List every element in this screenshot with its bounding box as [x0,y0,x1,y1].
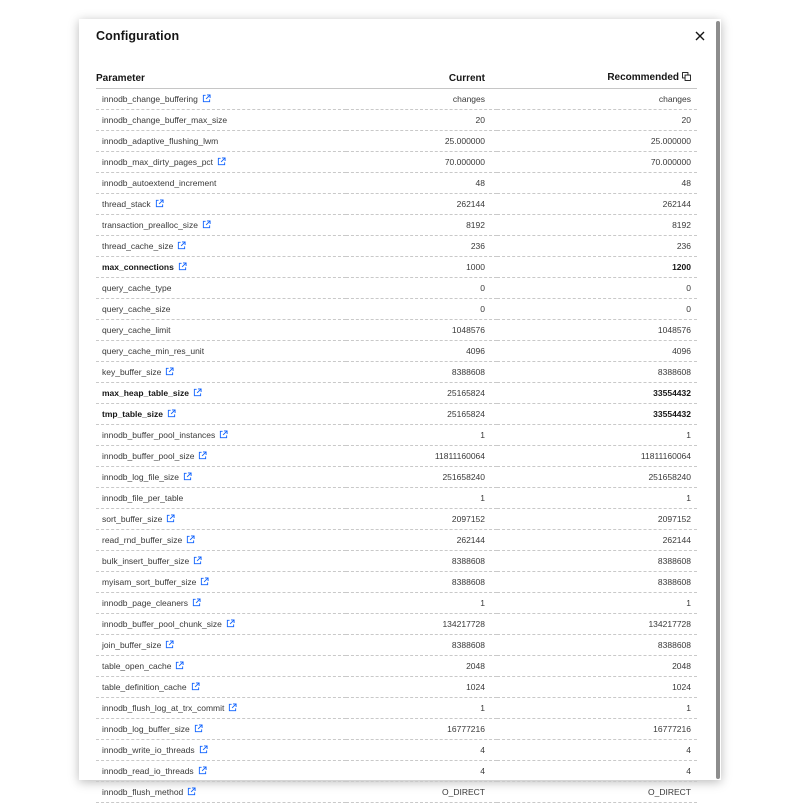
recommended-value: 1048576 [497,320,697,341]
table-row [96,740,697,761]
parameter-cell [96,299,346,320]
current-value: 16777216 [346,719,497,740]
external-link-icon[interactable] [192,598,201,609]
parameter-cell [96,446,346,467]
current-value: 70.000000 [346,152,497,173]
parameter-name: table_definition_cache [102,681,187,692]
recommended-value: 1024 [497,677,697,698]
external-link-icon[interactable] [166,514,175,525]
scrollbar[interactable] [716,21,720,779]
parameter-name: innodb_buffer_pool_size [102,450,195,461]
modal-title: Configuration [96,29,180,43]
parameter-cell [96,677,346,698]
table-row [96,446,697,467]
current-value: 25165824 [346,404,497,425]
parameter-name: innodb_autoextend_increment [102,178,217,188]
parameter-cell [96,761,346,782]
current-value: 1048576 [346,320,497,341]
close-button[interactable] [691,27,709,45]
table-row [96,278,697,299]
current-value: 8388608 [346,551,497,572]
external-link-icon[interactable] [165,640,174,651]
parameter-cell [96,131,346,152]
parameter-name: innodb_write_io_threads [102,744,195,755]
external-link-icon[interactable] [198,451,207,462]
parameter-name: query_cache_type [102,283,172,293]
table-row [96,614,697,635]
current-value: 8388608 [346,362,497,383]
table-row [96,530,697,551]
current-value: 48 [346,173,497,194]
header-recommended-label: Recommended [607,72,679,83]
parameter-name: max_heap_table_size [102,387,189,398]
recommended-value: 25.000000 [497,131,697,152]
table-row [96,509,697,530]
current-value: 1 [346,593,497,614]
current-value: 236 [346,236,497,257]
recommended-value: 20 [497,110,697,131]
table-row [96,572,697,593]
recommended-value: 1 [497,698,697,719]
parameter-cell [96,383,346,404]
external-link-icon[interactable] [175,661,184,672]
recommended-value: 4 [497,740,697,761]
table-row [96,761,697,782]
parameter-cell [96,257,346,278]
parameter-name: innodb_flush_log_at_trx_commit [102,702,225,713]
recommended-value: 33554432 [497,383,697,404]
recommended-value: 8388608 [497,635,697,656]
current-value: 262144 [346,194,497,215]
current-value: 4 [346,761,497,782]
current-value: 1000 [346,257,497,278]
parameter-name: query_cache_limit [102,325,171,335]
parameter-name: key_buffer_size [102,366,162,377]
modal-header [79,19,721,59]
external-link-icon[interactable] [217,157,226,168]
parameter-cell [96,236,346,257]
table-row [96,404,697,425]
current-value: 262144 [346,530,497,551]
current-value: 2097152 [346,509,497,530]
table-row [96,677,697,698]
recommended-value: 2097152 [497,509,697,530]
table-row [96,194,697,215]
parameter-cell [96,719,346,740]
external-link-icon[interactable] [194,724,203,735]
table-row [96,635,697,656]
parameter-name: myisam_sort_buffer_size [102,576,197,587]
table-row [96,236,697,257]
parameter-cell [96,110,346,131]
recommended-value: 262144 [497,530,697,551]
current-value: 4 [346,740,497,761]
parameter-name: innodb_change_buffer_max_size [102,115,228,125]
parameter-name: innodb_buffer_pool_chunk_size [102,618,222,629]
parameter-cell [96,425,346,446]
recommended-value: 236 [497,236,697,257]
table-row [96,320,697,341]
table-row [96,173,697,194]
external-link-icon[interactable] [219,430,228,441]
recommended-value: 1 [497,425,697,446]
parameter-name: innodb_log_buffer_size [102,723,190,734]
table-row [96,257,697,278]
recommended-value: 8388608 [497,551,697,572]
external-link-icon[interactable] [167,409,176,420]
parameter-cell [96,194,346,215]
recommended-value: 1 [497,488,697,509]
current-value: 20 [346,110,497,131]
parameter-name: sort_buffer_size [102,513,163,524]
table-row [96,782,697,803]
table-row [96,425,697,446]
external-link-icon[interactable] [178,262,187,273]
table-row [96,551,697,572]
parameter-name: query_cache_size [102,304,171,314]
parameter-cell [96,551,346,572]
recommended-value: 1 [497,593,697,614]
configuration-table-container [96,68,697,803]
parameter-name: bulk_insert_buffer_size [102,555,190,566]
recommended-value: 70.000000 [497,152,697,173]
current-value: 11811160064 [346,446,497,467]
parameter-name: innodb_page_cleaners [102,597,189,608]
current-value: 0 [346,299,497,320]
table-row [96,215,697,236]
copy-icon[interactable] [682,72,691,84]
parameter-name: innodb_max_dirty_pages_pct [102,156,214,167]
current-value: 1 [346,698,497,719]
table-row [96,488,697,509]
recommended-value: 48 [497,173,697,194]
recommended-value: 8388608 [497,362,697,383]
table-row [96,593,697,614]
current-value: 1024 [346,677,497,698]
external-link-icon[interactable] [202,220,211,231]
parameter-name: table_open_cache [102,660,172,671]
parameter-cell [96,362,346,383]
current-value: 0 [346,278,497,299]
parameter-cell [96,572,346,593]
external-link-icon[interactable] [155,199,164,210]
parameter-cell [96,698,346,719]
recommended-value: 2048 [497,656,697,677]
parameter-cell [96,740,346,761]
parameter-cell [96,782,346,803]
parameter-name: thread_stack [102,198,151,209]
parameter-cell [96,320,346,341]
parameter-cell [96,152,346,173]
external-link-icon[interactable] [177,241,186,252]
recommended-value: 33554432 [497,404,697,425]
recommended-value: 4 [497,761,697,782]
header-recommended [497,68,697,89]
table-row [96,110,697,131]
recommended-value: 8388608 [497,572,697,593]
close-icon [695,31,705,41]
external-link-icon[interactable] [228,703,237,714]
external-link-icon[interactable] [165,367,174,378]
parameter-cell [96,593,346,614]
external-link-icon[interactable] [200,577,209,588]
parameter-name: read_rnd_buffer_size [102,534,183,545]
parameter-name: innodb_flush_method [102,786,184,797]
external-link-icon[interactable] [183,472,192,483]
parameter-cell [96,488,346,509]
parameter-cell [96,173,346,194]
recommended-value: 8192 [497,215,697,236]
table-row [96,656,697,677]
current-value: 251658240 [346,467,497,488]
parameter-name: transaction_prealloc_size [102,219,198,230]
table-row [96,362,697,383]
parameter-cell [96,341,346,362]
parameter-cell [96,404,346,425]
external-link-icon[interactable] [199,745,208,756]
recommended-value: 251658240 [497,467,697,488]
recommended-value: 134217728 [497,614,697,635]
header-current: Current [346,68,497,89]
recommended-value: 16777216 [497,719,697,740]
header-parameter: Parameter [96,68,346,89]
parameter-cell [96,215,346,236]
recommended-value: 262144 [497,194,697,215]
external-link-icon[interactable] [191,682,200,693]
parameter-name: innodb_read_io_threads [102,765,194,776]
parameter-cell [96,467,346,488]
recommended-value: 1200 [497,257,697,278]
table-row [96,152,697,173]
table-row [96,383,697,404]
parameter-name: innodb_change_buffering [102,93,198,104]
parameter-name: join_buffer_size [102,639,162,650]
parameter-name: tmp_table_size [102,408,163,419]
external-link-icon[interactable] [226,619,235,630]
table-row [96,467,697,488]
table-row [96,341,697,362]
external-link-icon[interactable] [198,766,207,777]
external-link-icon[interactable] [202,94,211,105]
parameter-cell [96,656,346,677]
recommended-value: O_DIRECT [497,782,697,803]
parameter-cell [96,530,346,551]
parameter-name: innodb_file_per_table [102,493,184,503]
parameter-name: max_connections [102,261,174,272]
parameter-name: innodb_adaptive_flushing_lwm [102,136,219,146]
parameter-name: innodb_log_file_size [102,471,180,482]
configuration-modal [79,19,721,797]
parameter-cell [96,509,346,530]
table-row [96,698,697,719]
current-value: 1 [346,488,497,509]
current-value: 25165824 [346,383,497,404]
external-link-icon[interactable] [193,388,202,399]
parameter-cell [96,278,346,299]
current-value: 8388608 [346,572,497,593]
external-link-icon[interactable] [186,535,195,546]
table-row [96,89,697,110]
current-value: 1 [346,425,497,446]
external-link-icon[interactable] [187,787,196,798]
current-value: 8192 [346,215,497,236]
current-value: 134217728 [346,614,497,635]
current-value: 4096 [346,341,497,362]
current-value: O_DIRECT [346,782,497,803]
recommended-value: 11811160064 [497,446,697,467]
external-link-icon[interactable] [193,556,202,567]
table-header-row [96,68,697,89]
table-row [96,299,697,320]
recommended-value: 0 [497,278,697,299]
parameter-cell [96,89,346,110]
table-row [96,719,697,740]
recommended-value: 4096 [497,341,697,362]
configuration-table [96,68,697,803]
current-value: 2048 [346,656,497,677]
current-value: 8388608 [346,635,497,656]
parameter-cell [96,614,346,635]
recommended-value: changes [497,89,697,110]
current-value: changes [346,89,497,110]
parameter-name: innodb_buffer_pool_instances [102,429,216,440]
table-row [96,131,697,152]
parameter-name: thread_cache_size [102,240,174,251]
recommended-value: 0 [497,299,697,320]
current-value: 25.000000 [346,131,497,152]
parameter-name: query_cache_min_res_unit [102,346,205,356]
parameter-cell [96,635,346,656]
